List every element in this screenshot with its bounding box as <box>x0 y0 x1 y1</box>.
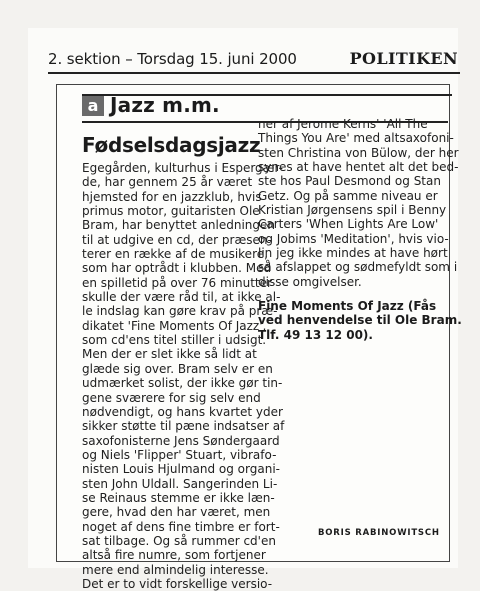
body-text-line: se Reinaus stemme er ikke læn- <box>82 490 275 505</box>
body-text-line: til at udgive en cd, der præsen- <box>82 232 272 247</box>
body-text-line: gene sværere for sig selv end <box>82 390 261 405</box>
newspaper-name: POLITIKEN <box>349 49 458 68</box>
body-text-line: Egegården, kulturhus i Espergær- <box>82 161 283 175</box>
body-text-line: sten Christina von Bülow, der her <box>258 145 459 160</box>
body-text-line: og Niels 'Flipper' Stuart, vibrafo- <box>82 447 277 462</box>
rubric-title: Jazz m.m. <box>110 93 220 117</box>
body-text-line: Things You Are' med altsaxofoni- <box>258 131 454 146</box>
body-text-line: Kristian Jørgensens spil i Benny <box>258 203 447 218</box>
factbox-line: ved henvendelse til Ole Bram. <box>258 313 462 328</box>
body-text-line: skulle der være råd til, at ikke al- <box>82 290 281 305</box>
body-text-line: terer en række af de musikere, <box>82 247 268 262</box>
article-column-left <box>82 161 285 591</box>
body-text-line: synes at have hentet alt det bed- <box>258 160 459 175</box>
body-text-line: nisten Louis Hjulmand og organi- <box>82 462 280 477</box>
body-text-line: le indslag kan gøre krav på præ- <box>82 304 278 319</box>
body-text-line: sat tilbage. Og så rummer cd'en <box>82 533 276 548</box>
body-text-line: udmærket solist, der ikke gør tin- <box>82 376 283 391</box>
body-text-line: Carters 'When Lights Are Low' <box>258 217 439 232</box>
body-text-line: Getz. Og på samme niveau er <box>258 188 438 203</box>
masthead-rule <box>48 72 460 74</box>
body-text-line: hjemsted for en jazzklub, hvis <box>82 189 262 204</box>
body-text-line: en spilletid på over 76 minutter <box>82 275 272 290</box>
body-text-line: primus motor, guitaristen Ole <box>82 204 260 219</box>
body-text-line: dikatet 'Fine Moments Of Jazz', <box>82 318 267 333</box>
body-text-line: glæde sig over. Bram selv er en <box>82 361 273 376</box>
section-date-line: 2. sektion – Torsdag 15. juni 2000 <box>48 50 297 68</box>
article-column-right <box>258 117 459 289</box>
body-text-line: som cd'ens titel stiller i udsigt. <box>82 333 267 348</box>
body-text-line: så afslappet og sødmefyldt som i <box>258 260 458 275</box>
factbox-line: Fine Moments Of Jazz (Fås <box>258 299 437 313</box>
body-text-line: lin jeg ikke mindes at have hørt <box>258 246 448 261</box>
rubric-letter-box: a <box>82 96 104 116</box>
body-text-line: som har optrådt i klubben. Med <box>82 261 272 276</box>
factbox <box>258 299 462 342</box>
body-text-line: Det er to vidt forskellige versio- <box>82 576 273 591</box>
body-text-line: sikker støtte til pæne indsatser af <box>82 419 285 434</box>
article-headline: Fødselsdagsjazz <box>82 133 261 157</box>
body-text-line: og Jobims 'Meditation', hvis vio- <box>258 231 449 246</box>
body-text-line: saxofonisterne Jens Søndergaard <box>82 433 280 448</box>
body-text-line: altså fire numre, som fortjener <box>82 548 266 563</box>
body-text-line: nødvendigt, og hans kvartet yder <box>82 404 283 419</box>
body-text-line: ste hos Paul Desmond og Stan <box>258 174 441 189</box>
body-text-line: gere, hvad den har været, men <box>82 505 271 520</box>
byline: BORIS RABINOWITSCH <box>318 528 440 538</box>
body-text-line: Bram, har benyttet anledningen <box>82 218 276 233</box>
masthead <box>48 50 458 72</box>
body-text-line: ner af Jerome Kerns' 'All The <box>258 117 428 131</box>
factbox-line: Tlf. 49 13 12 00). <box>258 327 373 342</box>
body-text-line: de, har gennem 25 år været <box>82 175 253 190</box>
body-text-line: noget af dens fine timbre er fort- <box>82 519 280 534</box>
body-text-line: disse omgivelser. <box>258 274 362 289</box>
body-text-line: mere end almindelig interesse. <box>82 562 269 577</box>
body-text-line: Men der er slet ikke så lidt at <box>82 347 257 362</box>
body-text-line: sten John Uldall. Sangerinden Li- <box>82 476 278 491</box>
